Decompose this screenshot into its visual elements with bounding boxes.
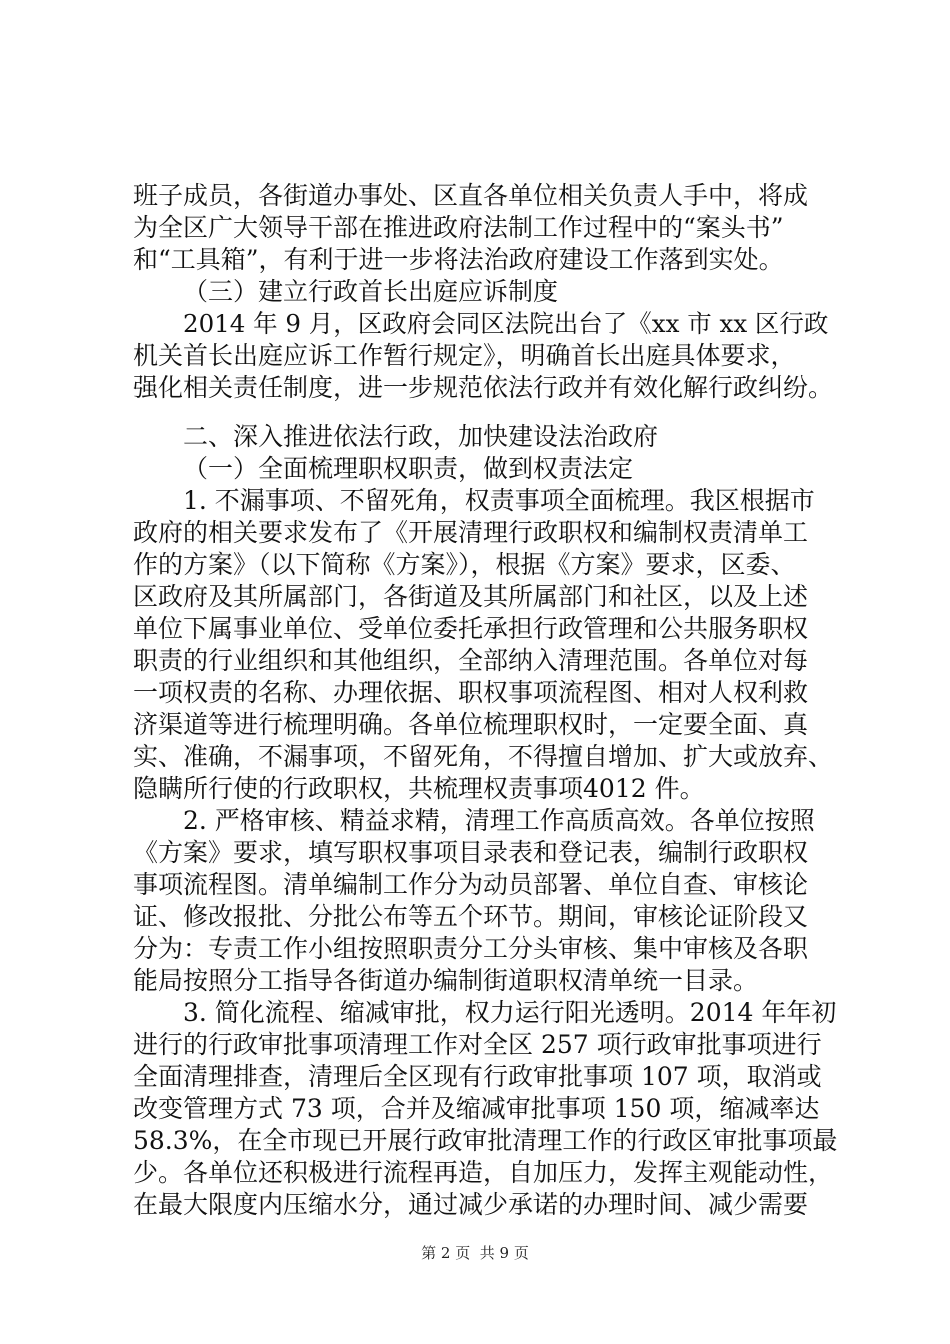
section-heading: （三）建立行政首长出庭应诉制度 xyxy=(183,277,559,306)
body-text-line: 2. 严格审核、精益求精，清理工作高质高效。各单位按照 xyxy=(183,806,815,835)
body-text-line: 3. 简化流程、缩减审批，权力运行阳光透明。2014 年年初 xyxy=(183,998,837,1027)
page-number-footer: 第 2 页 共 9 页 xyxy=(421,1244,529,1262)
body-text-line: 2014 年 9 月，区政府会同区法院出台了《xx 市 xx 区行政 xyxy=(183,309,829,338)
body-text-line: 区政府及其所属部门，各街道及其所属部门和社区，以及上述 xyxy=(133,582,809,611)
body-text-line: 和“工具箱”，有利于进一步将法治政府建设工作落到实处。 xyxy=(133,245,784,274)
body-text-line: 进行的行政审批事项清理工作对全区 257 项行政审批事项进行 xyxy=(133,1030,822,1059)
body-text-line: 全面清理排查，清理后全区现有行政审批事项 107 项，取消或 xyxy=(133,1062,822,1091)
body-text-line: 一项权责的名称、办理依据、职权事项流程图、相对人权利救 xyxy=(133,678,809,707)
section-heading: （一）全面梳理职权职责，做到权责法定 xyxy=(183,454,634,483)
body-text-line: 单位下属事业单位、受单位委托承担行政管理和公共服务职权 xyxy=(133,614,809,643)
body-text-line: 为全区广大领导干部在推进政府法制工作过程中的“案头书” xyxy=(133,213,784,242)
body-text-line: 事项流程图。清单编制工作分为动员部署、单位自查、审核论 xyxy=(133,870,809,899)
body-text-line: 证、修改报批、分批公布等五个环节。期间，审核论证阶段又 xyxy=(133,902,809,931)
body-text-line: 实、准确，不漏事项，不留死角，不得擅自增加、扩大或放弃、 xyxy=(133,742,834,771)
body-text-line: 分为：专责工作小组按照职责分工分头审核、集中审核及各职 xyxy=(133,934,809,963)
body-text-line: 政府的相关要求发布了《开展清理行政职权和编制权责清单工 xyxy=(133,518,809,547)
body-text-line: 在最大限度内压缩水分，通过减少承诺的办理时间、减少需要 xyxy=(133,1190,809,1219)
body-text-line: 58.3%，在全市现已开展行政审批清理工作的行政区审批事项最 xyxy=(133,1126,838,1155)
body-text-line: 职责的行业组织和其他组织，全部纳入清理范围。各单位对每 xyxy=(133,646,809,675)
body-text-line: 济渠道等进行梳理明确。各单位梳理职权时，一定要全面、真 xyxy=(133,710,809,739)
body-text-line: 少。各单位还积极进行流程再造，自加压力，发挥主观能动性， xyxy=(133,1158,834,1187)
chapter-heading: 二、深入推进依法行政，加快建设法治政府 xyxy=(183,422,659,451)
body-text-line: 1. 不漏事项、不留死角，权责事项全面梳理。我区根据市 xyxy=(183,486,815,515)
body-text-line: 能局按照分工指导各街道办编制街道职权清单统一目录。 xyxy=(133,966,759,995)
body-text-line: 《方案》要求，填写职权事项目录表和登记表，编制行政职权 xyxy=(133,838,809,867)
body-text-line: 改变管理方式 73 项，合并及缩减审批事项 150 项，缩减率达 xyxy=(133,1094,820,1123)
body-text-line: 作的方案》（以下简称《方案》），根据《方案》要求，区委、 xyxy=(133,550,796,579)
body-text-line: 强化相关责任制度，进一步规范依法行政并有效化解行政纠纷。 xyxy=(133,373,834,402)
body-text-line: 班子成员，各街道办事处、区直各单位相关负责人手中，将成 xyxy=(133,181,809,210)
body-text-line: 机关首长出庭应诉工作暂行规定》，明确首长出庭具体要求， xyxy=(133,341,796,370)
body-text-line: 隐瞒所行使的行政职权，共梳理权责事项4012 件。 xyxy=(133,774,705,803)
